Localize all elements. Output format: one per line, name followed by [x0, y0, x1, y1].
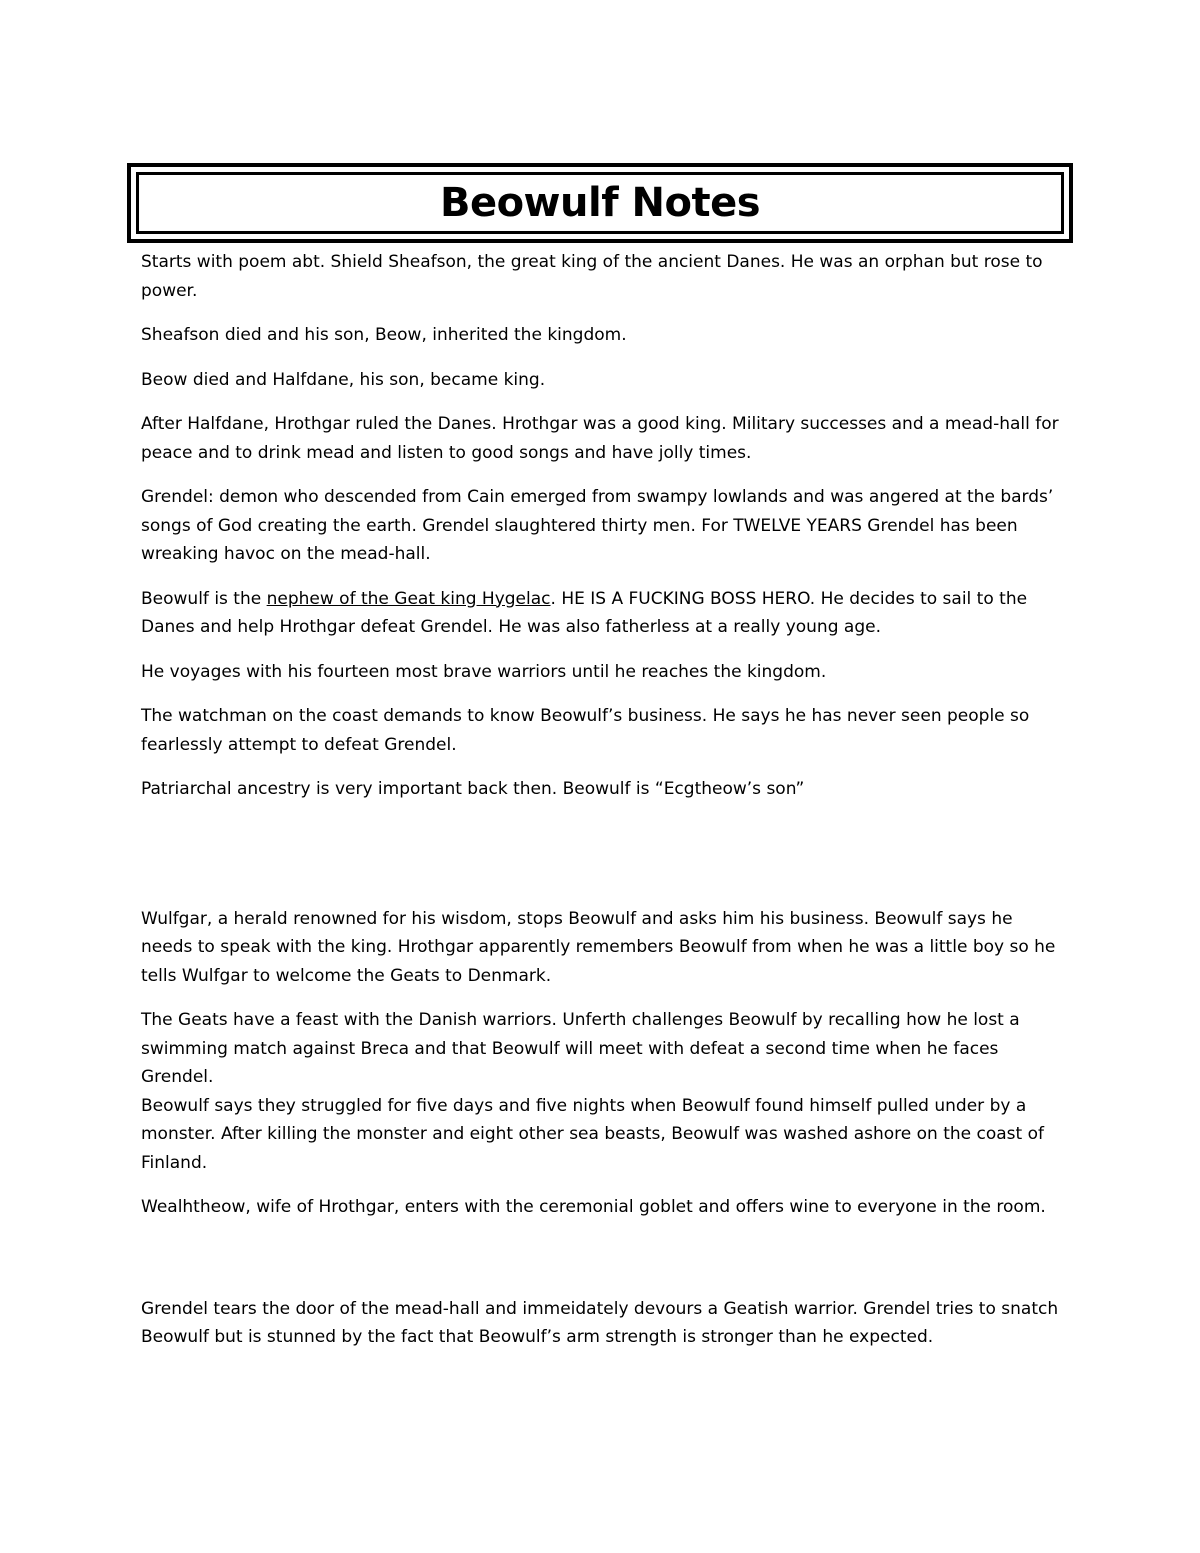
page-title: Beowulf Notes: [439, 180, 761, 226]
paragraph-breca: Beowulf says they struggled for five days and five nights when Beowulf found himself pulled under by a monster. After killing the monster and eight other sea beasts, Beowulf was washed ashore on the coast of Finland.: [141, 1095, 1044, 1173]
title-inner-frame: [136, 172, 1064, 234]
paragraph-grendel: Grendel: demon who descended from Cain emerged from swampy lowlands and was angered at the bards’ songs of God creating the earth. Grendel slaughtered thirty men. For TWELVE YEARS Grendel has been wreaking havoc on the mead-hall.: [141, 487, 1054, 564]
paragraph-wealhtheow: Wealhtheow, wife of Hrothgar, enters with the ceremonial goblet and offers wine to everyone in the room.: [141, 1197, 1046, 1217]
notes-body: [141, 248, 1061, 1368]
paragraph-shield-sheafson: Starts with poem abt. Shield Sheafson, the great king of the ancient Danes. He was an orphan but rose to power.: [141, 252, 1043, 301]
blank-space: [141, 1238, 1061, 1295]
paragraph-halfdane: Beow died and Halfdane, his son, became king.: [141, 369, 546, 390]
paragraph-beow: Sheafson died and his son, Beow, inherited the kingdom.: [141, 325, 627, 345]
paragraph-grendel-attack: Grendel tears the door of the mead-hall and immeidately devours a Geatish warrior. Grendel tries to snatch Beowulf but is stunned by the fact that Beowulf’s arm strength is stronger than he expected.: [141, 1298, 1059, 1347]
text-run: . HE IS A FUCKING BOSS HERO. He decides to sail to the Danes and help Hrothgar defeat Grendel. He was also fatherless at a really young age.: [141, 588, 1028, 637]
paragraph-voyage: He voyages with his fourteen most brave warriors until he reaches the kingdom.: [141, 661, 827, 682]
paragraph-ancestry: Patriarchal ancestry is very important back then. Beowulf is “Ecgtheow’s son”: [141, 779, 805, 799]
paragraph-feast: The Geats have a feast with the Danish warriors. Unferth challenges Beowulf by recalling how he lost a swimming match against Breca and that Beowulf will meet with defeat a second time when he faces Grendel.: [141, 1010, 1020, 1087]
paragraph-wulfgar: Wulfgar, a herald renowned for his wisdom, stops Beowulf and asks him his business. Beowulf says he needs to speak with the king. Hrothgar apparently remembers Beowulf from when he was a little boy so he tells Wulfgar to welcome the Geats to Denmark.: [141, 908, 1056, 986]
text-run: Beowulf is the: [141, 588, 267, 609]
underlined-text: nephew of the Geat king Hygelac: [266, 588, 551, 609]
paragraph-hrothgar: After Halfdane, Hrothgar ruled the Danes. Hrothgar was a good king. Military successes and a mead-hall for peace and to drink mead and listen to good songs and have jolly times.: [141, 414, 1059, 463]
paragraph-watchman: The watchman on the coast demands to know Beowulf’s business. He says he has never seen people so fearlessly attempt to defeat Grendel.: [141, 706, 1030, 755]
paragraph-beowulf-intro: [141, 585, 1061, 642]
title-frame: [127, 163, 1073, 243]
blank-space: [141, 820, 1061, 905]
